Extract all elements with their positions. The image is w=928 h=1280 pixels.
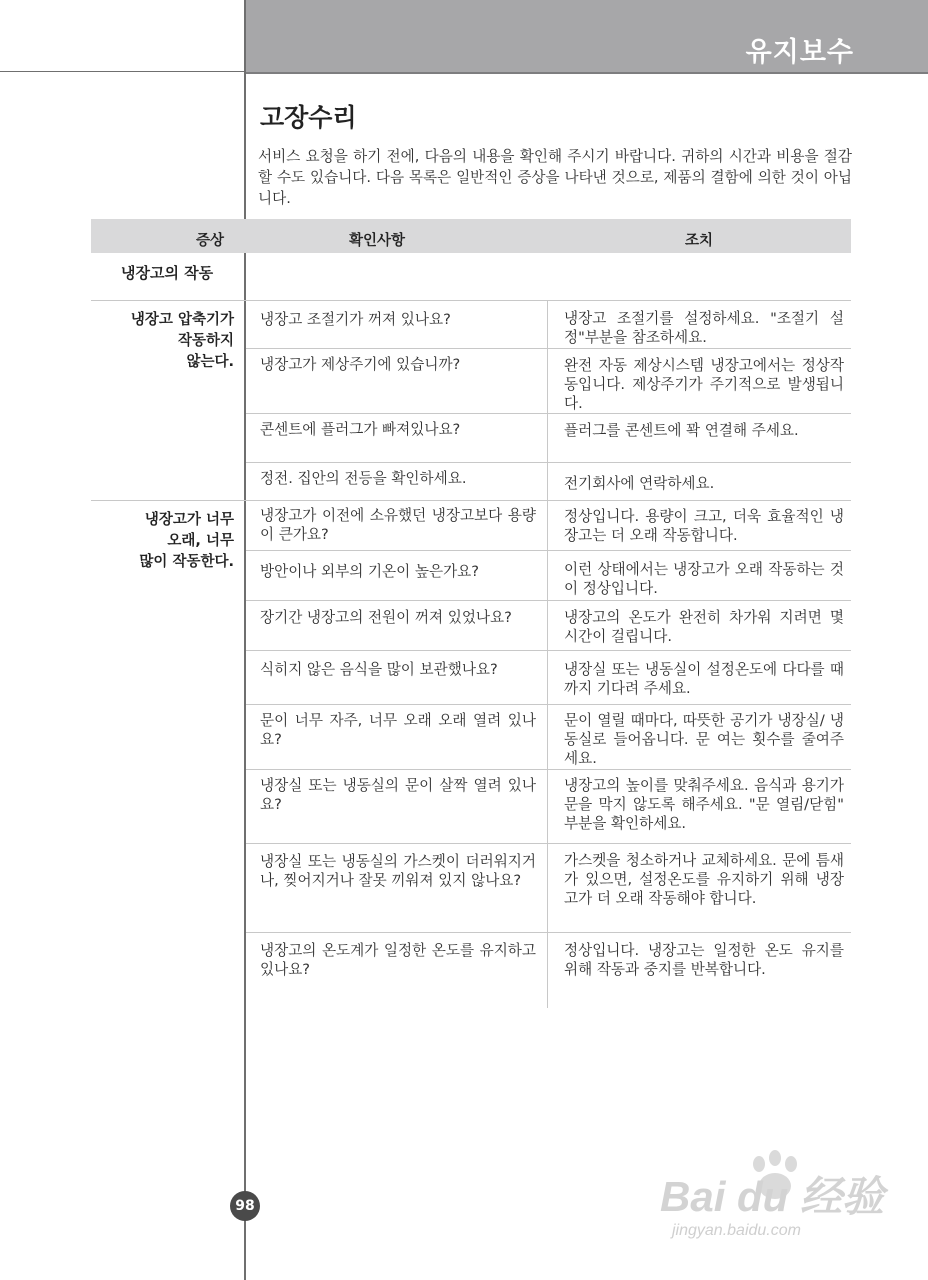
row-divider: [246, 650, 851, 651]
header-band: [245, 0, 928, 74]
action-cell: 정상입니다. 용량이 크고, 더욱 효율적인 냉장고는 더 오래 작동합니다.: [564, 508, 844, 544]
section-title: 유지보수: [745, 37, 854, 68]
group-divider: [91, 500, 851, 501]
section-label: 냉장고의 작동: [121, 264, 214, 282]
check-cell: 냉장고 조절기가 꺼져 있나요?: [260, 311, 451, 328]
action-cell: 이런 상태에서는 냉장고가 오래 작동하는 것이 정상입니다.: [564, 561, 844, 597]
check-cell: 식히지 않은 음식을 많이 보관했나요?: [260, 661, 498, 678]
row-divider: [246, 704, 851, 705]
action-cell: 냉장고의 높이를 맞춰주세요. 음식과 용기가 문을 막지 않도록 해주세요. "문 열림/닫힘" 부분을 확인하세요.: [564, 777, 844, 832]
header-symptom: 증상: [196, 233, 225, 249]
check-cell: 방안이나 외부의 기온이 높은가요?: [260, 563, 480, 580]
watermark-logo: Bai du 经验: [660, 1173, 885, 1220]
check-cell: 정전. 집안의 전등을 확인하세요.: [260, 470, 467, 487]
group-divider: [91, 300, 851, 301]
action-cell: 가스켓을 청소하거나 교체하세요. 문에 틈새가 있으면, 설정온도를 유지하기 위해 냉장고가 더 오래 작동해야 합니다.: [564, 852, 844, 907]
action-cell: 정상입니다. 냉장고는 일정한 온도 유지를 위해 작동과 중지를 반복합니다.: [564, 942, 844, 978]
row-divider: [246, 600, 851, 601]
row-divider: [246, 413, 851, 414]
watermark-domain: jingyan.baidu.com: [672, 1222, 801, 1239]
row-divider: [246, 932, 851, 933]
action-cell: 냉장고 조절기를 설정하세요. "조절기 설정"부분을 참조하세요.: [564, 310, 844, 346]
check-cell: 장기간 냉장고의 전원이 꺼져 있었나요?: [260, 609, 512, 626]
row-divider: [246, 462, 851, 463]
row-divider: [246, 769, 851, 770]
check-cell: 냉장고가 이전에 소유했던 냉장고보다 용량이 큰가요?: [260, 507, 536, 543]
check-cell: 냉장실 또는 냉동실의 문이 살짝 열려 있나요?: [260, 777, 536, 813]
page-number: 98: [230, 1191, 260, 1221]
check-cell: 냉장고가 제상주기에 있습니까?: [260, 356, 461, 373]
page-margin-rule: [244, 0, 246, 1280]
check-cell: 냉장고의 온도계가 일정한 온도를 유지하고 있나요?: [260, 942, 536, 978]
intro-paragraph: 서비스 요청을 하기 전에, 다음의 내용을 확인해 주시기 바랍니다. 귀하의 시간과 비용을 절감할 수도 있습니다. 다음 목록은 일반적인 증상을 나타낸 것으로, 제품의 결함에 의한 것이 아닙니다.: [258, 148, 852, 207]
symptom-label: 냉장고가 너무 오래, 너무 많이 작동한다.: [139, 512, 234, 570]
watermark: [660, 1152, 910, 1262]
row-divider: [246, 348, 851, 349]
check-cell: 냉장실 또는 냉동실의 가스켓이 더러워지거나, 찢어지거나 잘못 끼워져 있지 않나요?: [260, 853, 536, 889]
header-check: 확인사항: [349, 233, 406, 249]
check-cell: 문이 너무 자주, 너무 오래 오래 열려 있나요?: [260, 712, 536, 748]
action-cell: 문이 열릴 때마다, 따뜻한 공기가 냉장실/ 냉동실로 들어옵니다. 문 여는 횟수를 줄여주세요.: [564, 712, 844, 767]
action-cell: 전기회사에 연락하세요.: [564, 475, 715, 492]
table-header: [91, 219, 851, 253]
symptom-label: 냉장고 압축기가 작동하지 않는다.: [130, 312, 234, 370]
page-title: 고장수리: [260, 103, 357, 132]
check-cell: 콘센트에 플러그가 빠져있나요?: [260, 421, 461, 438]
action-cell: 냉장고의 온도가 완전히 차가워 지려면 몇 시간이 걸립니다.: [564, 609, 844, 645]
action-cell: 냉장실 또는 냉동실이 설정온도에 다다를 때까지 기다려 주세요.: [564, 661, 844, 697]
row-divider: [246, 843, 851, 844]
column-divider: [547, 300, 548, 1008]
action-cell: 완전 자동 제상시스템 냉장고에서는 정상작동입니다. 제상주기가 주기적으로 발생됩니다.: [564, 357, 844, 412]
header-divider: [0, 71, 245, 72]
action-cell: 플러그를 콘센트에 꽉 연결해 주세요.: [564, 422, 799, 439]
header-action: 조치: [685, 233, 714, 249]
row-divider: [246, 550, 851, 551]
